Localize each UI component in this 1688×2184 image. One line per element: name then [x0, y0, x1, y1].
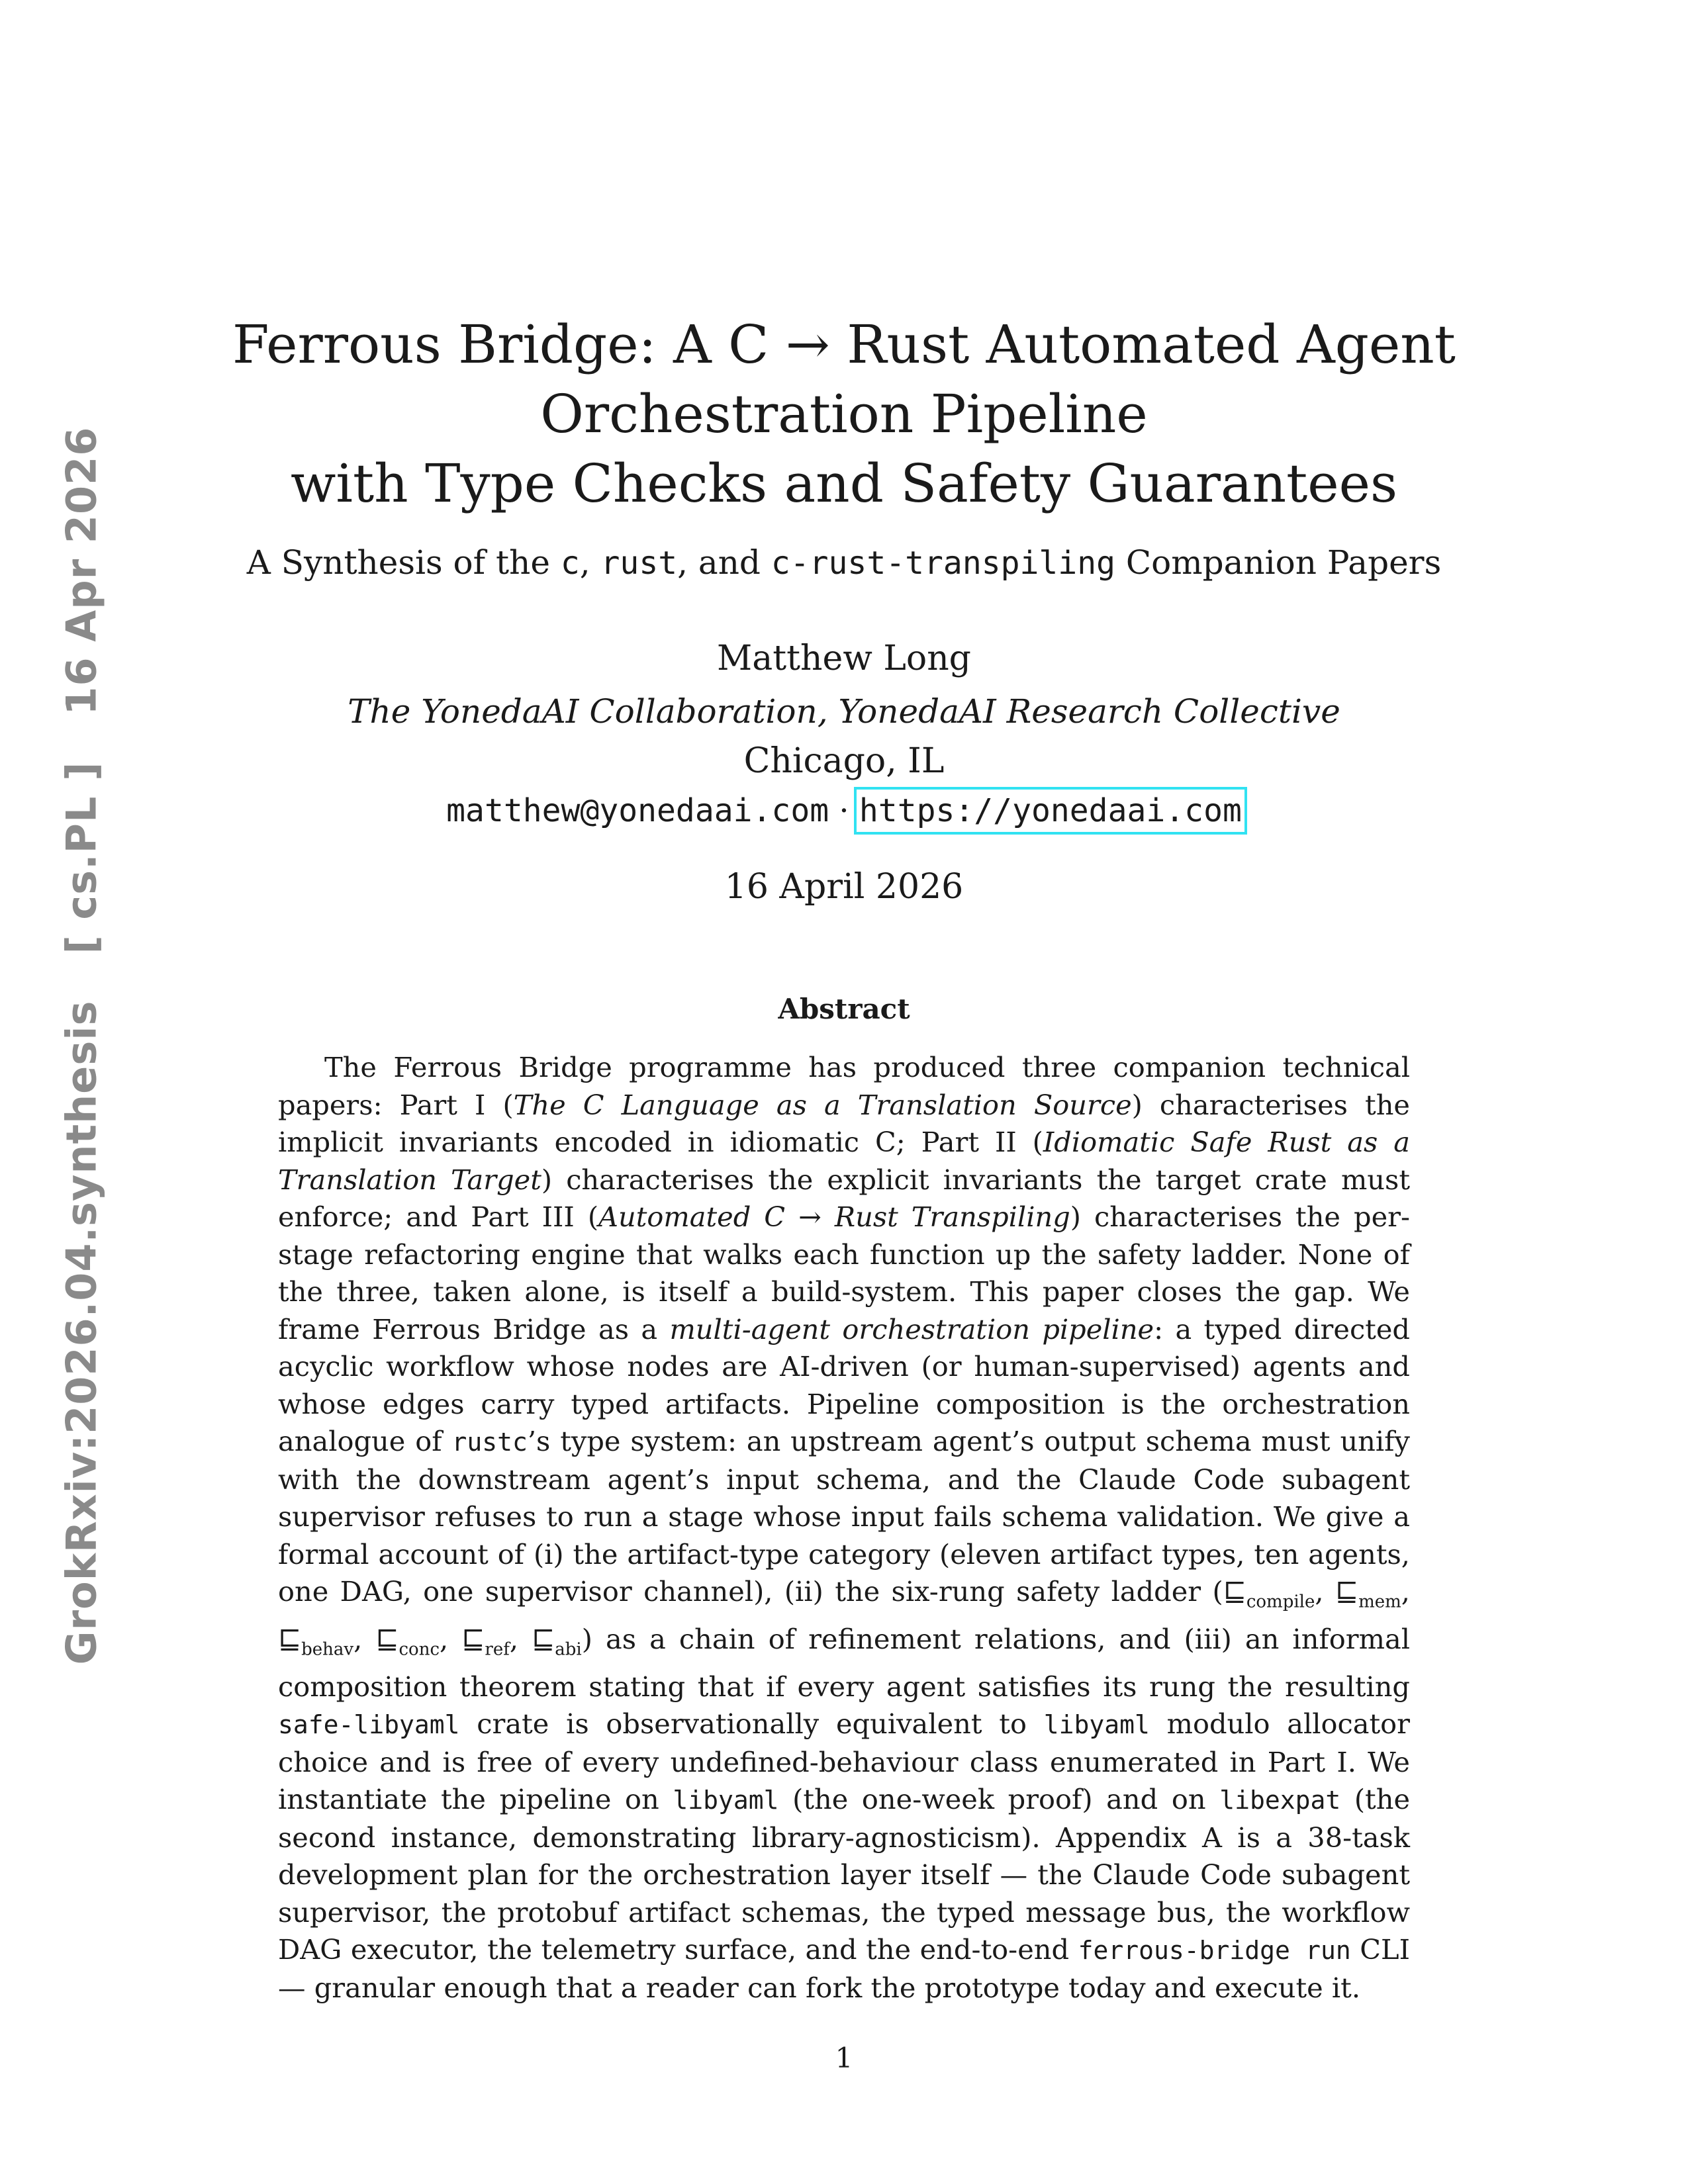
sidebar-id: GrokRxiv:2026.04.synthesis — [57, 1000, 106, 1665]
abstract-text: The Ferrous Bridge programme has produced three companion technical papers: Part I ( — [278, 1051, 1410, 1121]
refinement-subscript: behav — [301, 1639, 354, 1660]
paper-date: 16 April 2026 — [724, 867, 964, 907]
abstract-code: libyaml — [673, 1786, 779, 1815]
author-email[interactable]: matthew@yonedaai.com — [446, 792, 829, 829]
abstract-text: CLI — granular enough that a reader can fork the prototype today and execute it. — [278, 1933, 1410, 2004]
abstract-text: , — [440, 1622, 462, 1655]
abstract-code: safe-libyaml — [278, 1710, 460, 1740]
subtitle-code-c: c — [560, 545, 580, 582]
abstract-code: rustc — [451, 1428, 528, 1457]
page-number: 1 — [835, 2042, 853, 2074]
subtitle-text: Companion Papers — [1115, 543, 1442, 582]
abstract-italic: Automated C → Rust Transpiling — [598, 1201, 1070, 1233]
abstract-code: libexpat — [1219, 1786, 1341, 1815]
abstract-code: libyaml — [1043, 1710, 1150, 1740]
abstract-text: : a typed directed acyclic workflow whose nodes are AI-driven (or human-supervised) agents and whose edges carry typed artifacts. Pipeline composition is the orchestration analogue of — [278, 1312, 1410, 1457]
abstract-text: crate is observationally equivalent to — [459, 1707, 1044, 1741]
author-location: Chicago, IL — [743, 741, 945, 781]
abstract-text: , — [1315, 1575, 1335, 1608]
refinement-symbol: ⊑ — [461, 1622, 485, 1655]
subtitle-text: , and — [677, 543, 771, 582]
refinement-symbol: ⊑ — [532, 1622, 555, 1655]
abstract-text: ) characterises the per-stage refactoring engine that walks each function up the safety ladder. None of the three, taken alone, is itself a build-system. This paper closes the gap. We frame Ferrous Bridge as a — [278, 1201, 1410, 1345]
author-name: Matthew Long — [717, 639, 971, 678]
author-url-link[interactable]: https://yonedaai.com — [859, 792, 1242, 829]
refinement-symbol: ⊑ — [375, 1622, 399, 1655]
abstract-text: ’s type system: an upstream agent’s output schema must unify with the downstream agent’s input schema, and the Claude Code subagent supervisor refuses to run a stage whose input fails schema validation. We give a formal account of (i) the artifact-type category (eleven artifact types, ten agents, one DAG, one supervisor channel), (ii) the six-rung safety ladder ( — [278, 1425, 1410, 1608]
subtitle-text: A Synthesis of the — [246, 543, 561, 582]
subtitle-code-transpiling: c-rust-transpiling — [771, 545, 1115, 582]
abstract-text: , — [509, 1622, 532, 1655]
refinement-symbol: ⊑ — [1223, 1575, 1246, 1608]
refinement-subscript: conc — [399, 1639, 440, 1660]
title-line-1: Ferrous Bridge: A C → Rust Automated Agent — [232, 314, 1456, 375]
title-line-3: with Type Checks and Safety Guarantees — [290, 453, 1398, 514]
abstract-text: modulo allocator choice and is free of every undefined-behaviour class enumerated in Part I. We instantiate the pipeline on — [278, 1707, 1410, 1816]
abstract-text: (the one-week proof) and on — [778, 1783, 1220, 1816]
abstract-text: , — [353, 1622, 376, 1655]
contact-separator: · — [829, 792, 859, 829]
abstract-italic: Idiomatic Safe Rust as a Translation Target — [278, 1126, 1410, 1196]
refinement-symbol: ⊑ — [1335, 1575, 1359, 1608]
abstract-text: ) characterises the explicit invariants the target crate must enforce; and Part III ( — [278, 1163, 1410, 1233]
abstract-code: ferrous-bridge run — [1078, 1936, 1351, 1966]
refinement-subscript: mem — [1358, 1592, 1401, 1612]
refinement-subscript: abi — [555, 1639, 582, 1660]
title-line-2: Orchestration Pipeline — [540, 383, 1148, 445]
abstract-italic: multi-agent orchestration pipeline — [669, 1312, 1154, 1345]
abstract-heading: Abstract — [778, 993, 910, 1025]
abstract-body — [278, 1049, 1410, 2007]
paper-title — [0, 310, 1688, 518]
abstract-italic: The C Language as a Translation Source — [513, 1088, 1132, 1121]
abstract-paragraph — [278, 1049, 1410, 2007]
paper-subtitle — [0, 539, 1688, 586]
abstract-text: , — [1401, 1575, 1410, 1608]
subtitle-code-rust: rust — [600, 545, 678, 582]
sidebar-text — [58, 427, 106, 1665]
abstract-text: (the second instance, demonstrating library-agnosticism). Appendix A is a 38-task development plan for the orchestration layer itself — the Claude Code subagent supervisor, the protobuf artifact schemas, the typed message bus, the workflow DAG executor, the telemetry surface, and the end-to-end — [278, 1783, 1410, 1966]
refinement-symbol: ⊑ — [278, 1622, 302, 1655]
refinement-subscript: ref — [485, 1639, 510, 1660]
abstract-text: ) as a chain of refinement relations, and (iii) an informal composition theorem stating that if every agent satisfies its rung the resulting — [278, 1622, 1410, 1703]
author-affiliation: The YonedaAI Collaboration, YonedaAI Research Collective — [348, 692, 1340, 731]
subtitle-text: , — [579, 543, 601, 582]
abstract-text: ) characterises the implicit invariants encoded in idiomatic C; Part II ( — [278, 1088, 1410, 1158]
sidebar-date: 16 Apr 2026 — [57, 426, 106, 715]
author-contact — [0, 788, 1688, 834]
sidebar-category: [ cs.PL ] — [57, 761, 106, 954]
refinement-subscript: compile — [1246, 1592, 1315, 1612]
